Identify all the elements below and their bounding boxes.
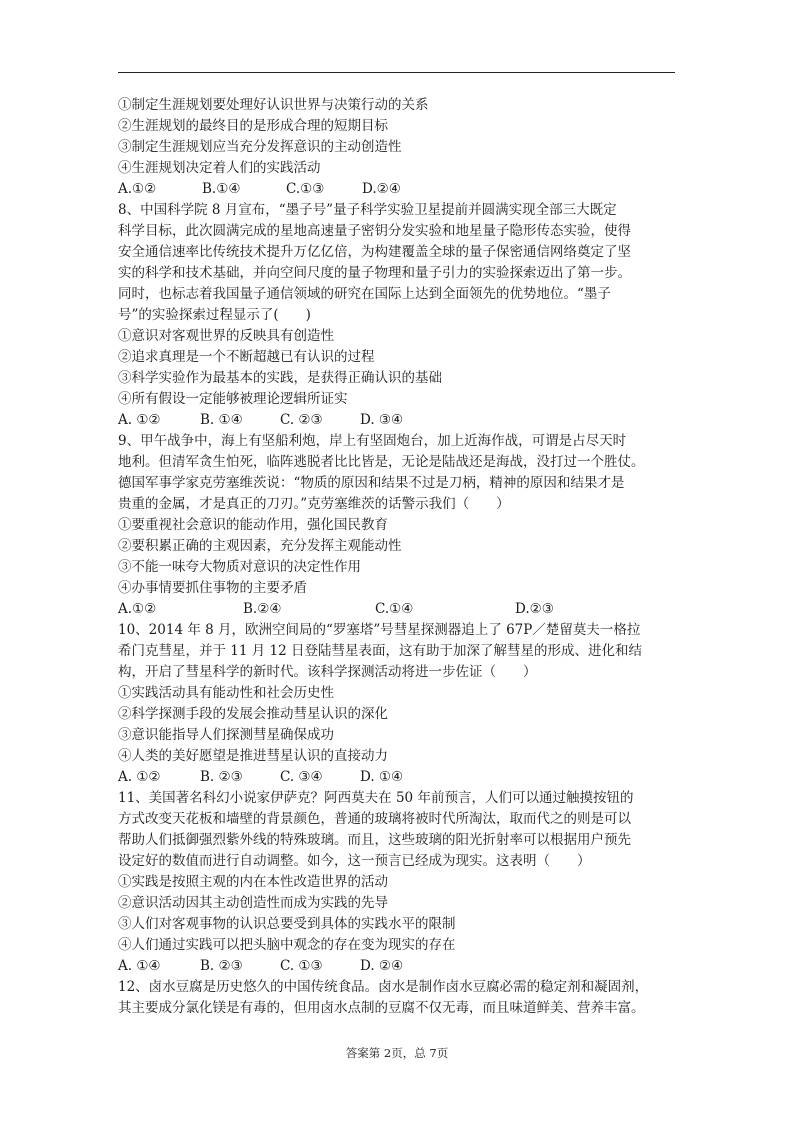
q10-options	[118, 767, 678, 788]
q11-option-a: A. ①④	[118, 958, 161, 974]
q8-options	[118, 410, 678, 431]
q10-statement-2: ②科学探测手段的发展会推动彗星认识的深化	[118, 706, 388, 722]
q7-statement-2: ②生涯规划的最终目的是形成合理的短期目标	[118, 118, 388, 134]
q9-statement-4: ④办事情要抓住事物的主要矛盾	[118, 580, 307, 596]
q8-stem-line: 科学目标，此次圆满完成的星地高速量子密钥分发实验和地星量子隐形传态实验，使得	[118, 223, 631, 239]
q9-statement-3: ③不能一味夸大物质对意识的决定性作用	[118, 559, 361, 575]
q12-stem-line: 其主要成分氯化镁是有毒的，但用卤水点制的豆腐不仅无毒，而且味道鲜美、营养丰富。	[118, 1000, 645, 1016]
q7-option-d: D.②④	[362, 181, 401, 197]
q9-statement-1: ①要重视社会意识的能动作用，强化国民教育	[118, 517, 388, 533]
q8-stem-line: 实的科学和技术基础，并向空间尺度的量子物理和量子引力的实验探索迈出了第一步。	[118, 265, 631, 281]
q8-statement-3: ③科学实验作为最基本的实践，是获得正确认识的基础	[118, 370, 442, 386]
q8-option-c: C. ②③	[280, 412, 323, 428]
q10-option-d: D. ①④	[360, 769, 404, 785]
q10-stem-line: 10、2014 年 8 月，欧洲空间局的“罗塞塔”号彗星探测器追上了 67P／楚留莫夫一格拉	[118, 622, 641, 638]
q9-option-a: A.①②	[118, 601, 157, 617]
q9-stem-line: 贵重的金属，才是真正的刀刃。”克劳塞维茨的话警示我们（ ）	[118, 496, 510, 512]
q10-stem-line: 希门克彗星，并于 11 月 12 日登陆彗星表面，这有助于加深了解彗星的形成、进化和结	[118, 643, 643, 659]
q7-option-a: A.①②	[118, 181, 157, 197]
q11-options	[118, 956, 678, 977]
q7-options	[118, 179, 678, 200]
q10-stem-line: 构，开启了彗星科学的新时代。该科学探测活动将进一步佐证（ ）	[118, 664, 537, 680]
q11-stem-line: 方式改变天花板和墙壁的背景颜色，普通的玻璃将被时代所淘汰，取而代之的则是可以	[118, 811, 631, 827]
q10-statement-4: ④人类的美好愿望是推进彗星认识的直接动力	[118, 748, 388, 764]
q10-statement-3: ③意识能指导人们探测彗星确保成功	[118, 727, 334, 743]
q12-stem-line: 12、卤水豆腐是历史悠久的中国传统食品。卤水是制作卤水豆腐必需的稳定剂和凝固剂，	[118, 979, 649, 995]
q10-option-b: B. ②③	[200, 769, 243, 785]
q9-option-c: C.①④	[375, 601, 414, 617]
q8-statement-1: ①意识对客观世界的反映具有创造性	[118, 328, 334, 344]
q11-stem-line: 设定好的数值而进行自动调整。如今，这一预言已经成为现实。这表明（ ）	[118, 853, 591, 869]
q8-statement-2: ②追求真理是一个不断超越已有认识的过程	[118, 349, 375, 365]
q11-stem-line: 11、美国著名科幻小说家伊萨克？阿西莫夫在 50 年前预言，人们可以通过触摸按钮的	[118, 790, 634, 806]
q11-option-b: B. ②③	[200, 958, 243, 974]
q8-stem-line: 同时，也标志着我国量子通信领域的研究在国际上达到全面领先的优势地位。“墨子	[118, 286, 611, 302]
q11-option-c: C. ①③	[280, 958, 323, 974]
q9-statement-2: ②要积累正确的主观因素，充分发挥主观能动性	[118, 538, 402, 554]
q11-statement-2: ②意识活动因其主动创造性而成为实践的先导	[118, 895, 388, 911]
q11-stem-line: 帮助人们抵御强烈紫外线的特殊玻璃。而且，这些玻璃的阳光折射率可以根据用户预先	[118, 832, 631, 848]
q7-statement-1: ①制定生涯规划要处理好认识世界与决策行动的关系	[118, 97, 429, 113]
q9-stem-line: 9、甲午战争中，海上有坚船利炮，岸上有坚固炮台，加上近海作战，可谓是占尽天时	[118, 433, 627, 449]
q7-statement-3: ③制定生涯规划应当充分发挥意识的主动创造性	[118, 139, 402, 155]
q11-statement-3: ③人们对客观事物的认识总要受到具体的实践水平的限制	[118, 916, 456, 932]
q11-option-d: D. ②④	[360, 958, 404, 974]
q10-statement-1: ①实践活动具有能动性和社会历史性	[118, 685, 334, 701]
q8-option-a: A. ①②	[118, 412, 161, 428]
page-content	[118, 95, 678, 1019]
q7-statement-4: ④生涯规划决定着人们的实践活动	[118, 160, 321, 176]
q10-option-a: A. ①②	[118, 769, 161, 785]
q10-option-c: C. ③④	[280, 769, 323, 785]
q8-stem-line: 8、中国科学院 8 月宣布，“墨子号”量子科学实验卫星提前并圆满实现全部三大既定	[118, 202, 617, 218]
q11-statement-1: ①实践是按照主观的内在本性改造世界的活动	[118, 874, 388, 890]
q9-stem-line: 地利。但清军贪生怕死，临阵逃脱者比比皆是，无论是陆战还是海战，没打过一个胜仗。	[118, 454, 645, 470]
q9-option-d: D.②③	[515, 601, 554, 617]
page-footer: 答案第 2页，总 7页	[345, 1046, 449, 1060]
header-rule	[118, 72, 675, 73]
q8-option-b: B. ①④	[200, 412, 243, 428]
q8-option-d: D. ③④	[360, 412, 404, 428]
q9-option-b: B.②④	[243, 601, 282, 617]
q9-stem-line: 德国军事学家克劳塞维茨说：“物质的原因和结果不过是刀柄，精神的原因和结果才是	[118, 475, 625, 491]
q8-stem-line: 号”的实验探索过程显示了( )	[118, 307, 311, 323]
q8-stem-line: 安全通信速率比传统技术提升万亿亿倍，为构建覆盖全球的量子保密通信网络奠定了坚	[118, 244, 631, 260]
q8-statement-4: ④所有假设一定能够被理论逻辑所证实	[118, 391, 348, 407]
q11-statement-4: ④人们通过实践可以把头脑中观念的存在变为现实的存在	[118, 937, 456, 953]
q7-option-c: C.①③	[286, 181, 325, 197]
q9-options	[118, 599, 678, 620]
q7-option-b: B.①④	[202, 181, 241, 197]
